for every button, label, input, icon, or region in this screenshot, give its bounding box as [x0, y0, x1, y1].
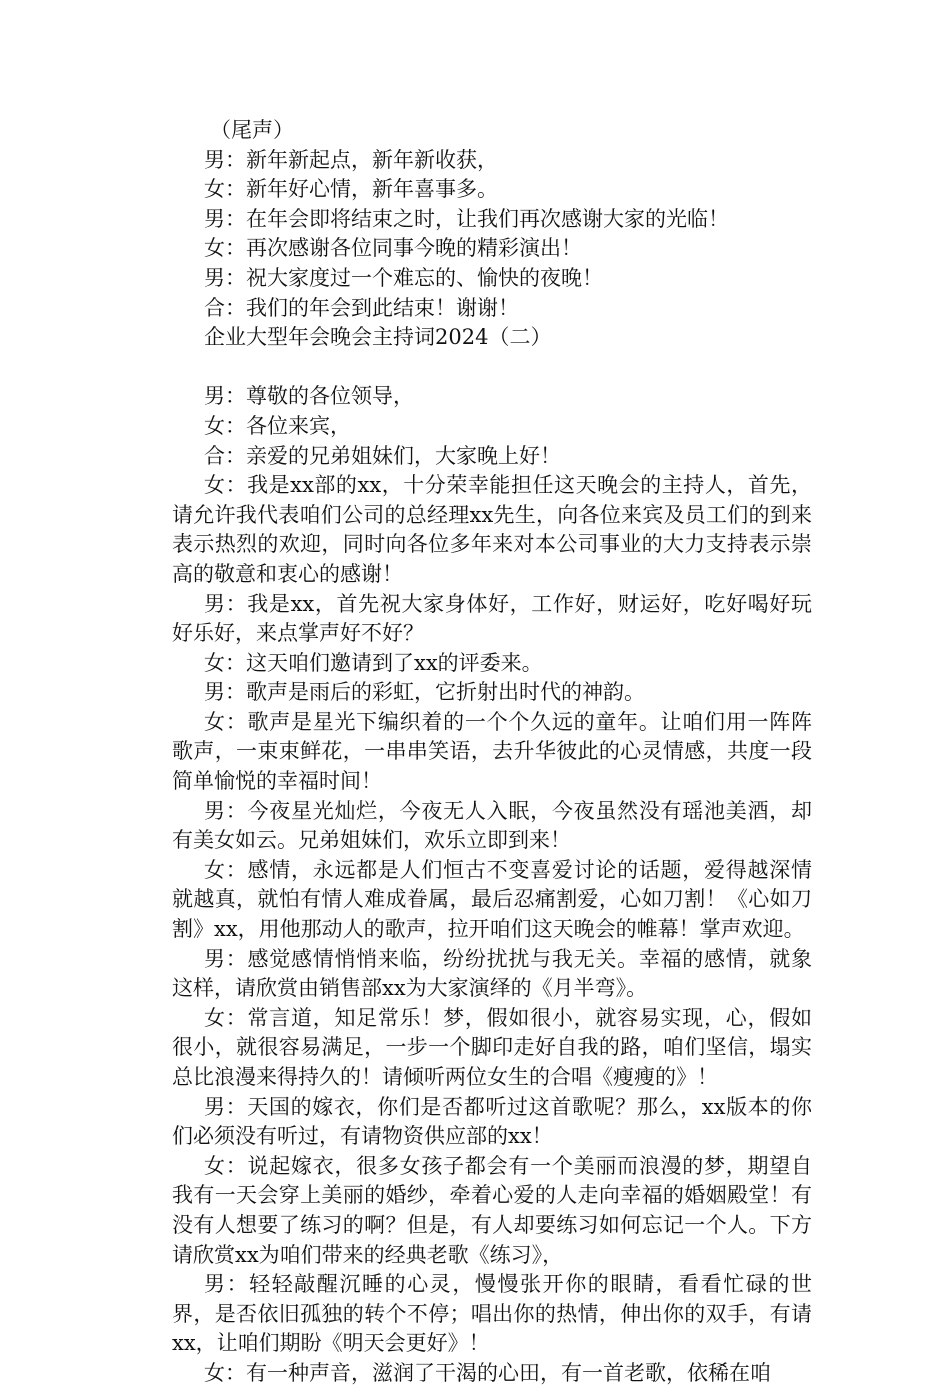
- paragraph: 男：轻轻敲醒沉睡的心灵，慢慢张开你的眼睛，看看忙碌的世界，是否依旧孤独的转个不停；唱出你的热情，伸出你的双手，有请xx，让咱们期盼《明天会更好》！: [172, 1272, 812, 1356]
- paragraph: 女：歌声是星光下编织着的一个个久远的童年。让咱们用一阵阵歌声，一束束鲜花，一串串笑语，去升华彼此的心灵情感，共度一段简单愉悦的幸福时间！: [172, 709, 812, 794]
- dialogue-line: 女：新年好心情，新年喜事多。: [204, 177, 498, 202]
- paragraph: 女：这天咱们邀请到了xx的评委来。: [204, 650, 543, 675]
- dialogue-line: 男：祝大家度过一个难忘的、愉快的夜晚！: [204, 265, 603, 290]
- paragraph: 女：各位来宾，: [204, 413, 351, 438]
- dialogue-line: 合：我们的年会到此结束！谢谢！: [204, 295, 519, 320]
- paragraph: 女：说起嫁衣，很多女孩子都会有一个美丽而浪漫的梦，期望自我有一天会穿上美丽的婚纱，牵着心爱的人走向幸福的婚姻殿堂！有没有人想要了练习的啊？但是，有人却要练习如何忘记一个人。下方请欣赏xx为咱们带来的经典老歌《练习》，: [172, 1153, 812, 1267]
- dialogue-line: 女：再次感谢各位同事今晚的精彩演出！: [204, 236, 582, 261]
- document-body: [172, 116, 812, 1389]
- dialogue-line: 男：在年会即将结束之时，让我们再次感谢大家的光临！: [204, 206, 729, 231]
- paragraph: 女：有一种声音，滋润了干渴的心田，有一首老歌，依稀在咱: [204, 1360, 771, 1385]
- paragraph: 女：我是xx部的xx，十分荣幸能担任这天晚会的主持人，首先，请允许我代表咱们公司的总经理xx先生，向各位来宾及员工们的到来表示热烈的欢迎，同时向各位多年来对本公司事业的大力支持表示崇高的敬意和衷心的感谢！: [172, 473, 812, 586]
- section-title: 企业大型年会晚会主持词2024（二）: [204, 325, 552, 350]
- blank-line: [172, 353, 812, 383]
- paragraph: 男：今夜星光灿烂，今夜无人入眠，今夜虽然没有瑶池美酒，却有美女如云。兄弟姐妹们，欢乐立即到来！: [172, 798, 812, 853]
- paragraph: 女：常言道，知足常乐！梦，假如很小，就容易实现，心，假如很小，就很容易满足，一步一个脚印走好自我的路，咱们坚信，塌实总比浪漫来得持久的！请倾听两位女生的合唱《瘦瘦的》！: [172, 1005, 812, 1089]
- paragraph: 男：天国的嫁衣，你们是否都听过这首歌呢？那么，xx版本的你们必须没有听过，有请物资供应部的xx！: [172, 1094, 812, 1149]
- paragraph: 女：感情，永远都是人们恒古不变喜爱讨论的话题，爱得越深情就越真，就怕有情人难成眷属，最后忍痛割爱，心如刀割！《心如刀割》xx，用他那动人的歌声，拉开咱们这天晚会的帷幕！掌声欢迎。: [172, 857, 812, 942]
- paragraph: 男：歌声是雨后的彩虹，它折射出时代的神韵。: [204, 680, 645, 705]
- paragraph: 男：我是xx，首先祝大家身体好，工作好，财运好，吃好喝好玩好乐好，来点掌声好不好？: [172, 591, 812, 646]
- paragraph: 合：亲爱的兄弟姐妹们，大家晚上好！: [204, 443, 561, 468]
- section-heading: （尾声）: [210, 118, 294, 142]
- paragraph: 男：感觉感情悄悄来临，纷纷扰扰与我无关。幸福的感情，就象这样，请欣赏由销售部xx为大家演绎的《月半弯》。: [172, 946, 812, 1001]
- dialogue-line: 男：新年新起点，新年新收获，: [204, 147, 498, 172]
- paragraph: 男：尊敬的各位领导，: [204, 384, 414, 409]
